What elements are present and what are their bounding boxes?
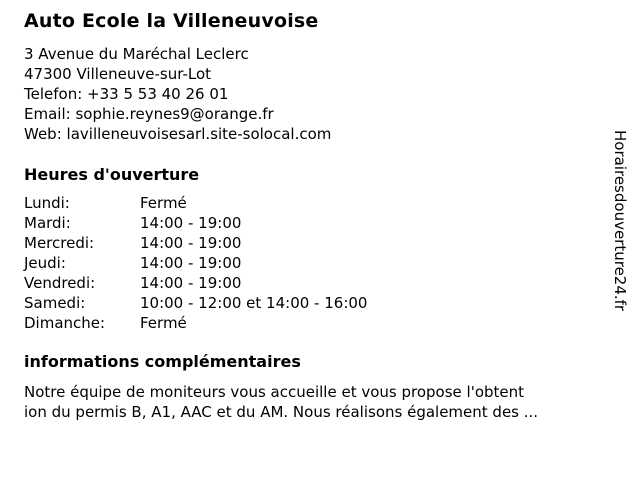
info-text-line-1: Notre équipe de moniteurs vous accueille et vous propose l'obtent [24,383,525,401]
contact-info [24,44,331,144]
hours-row-friday [24,273,367,293]
hours-row-monday [24,193,367,213]
hours-row-sunday [24,313,367,333]
day-hours: 14:00 - 19:00 [140,254,242,272]
watermark-vertical-text: Horairesdouverture24.fr [611,130,629,312]
address-line-1: 3 Avenue du Maréchal Leclerc [24,45,249,63]
hours-row-saturday [24,293,367,313]
day-hours: 14:00 - 19:00 [140,274,242,292]
day-label: Vendredi: [24,274,96,292]
day-label: Dimanche: [24,314,106,332]
email-label: Email: [24,105,71,123]
info-text-line-2: ion du permis B, A1, AAC et du AM. Nous réalisons également des ... [24,403,539,421]
email-line [24,104,331,124]
address-line-2: 47300 Villeneuve-sur-Lot [24,65,212,83]
day-hours: 14:00 - 19:00 [140,234,242,252]
hours-row-tuesday [24,213,367,233]
web-label: Web: [24,125,62,143]
web-value: lavilleneuvoisesarl.site-solocal.com [66,125,332,143]
day-label: Jeudi: [24,254,66,272]
additional-info-heading: informations complémentaires [24,352,301,371]
phone-value: +33 5 53 40 26 01 [87,85,229,103]
day-hours: 10:00 - 12:00 et 14:00 - 16:00 [140,294,368,312]
opening-hours-heading: Heures d'ouverture [24,165,200,184]
page-title: Auto Ecole la Villeneuvoise [24,10,319,32]
opening-hours-table [24,193,367,333]
email-value: sophie.reynes9@orange.fr [75,105,274,123]
day-hours: Fermé [140,314,187,332]
hours-row-thursday [24,253,367,273]
day-label: Samedi: [24,294,86,312]
web-line [24,124,331,144]
phone-line [24,84,331,104]
day-label: Lundi: [24,194,70,212]
phone-label: Telefon: [24,85,83,103]
day-hours: Fermé [140,194,187,212]
day-hours: 14:00 - 19:00 [140,214,242,232]
additional-info-text [24,382,538,422]
day-label: Mercredi: [24,234,95,252]
hours-row-wednesday [24,233,367,253]
day-label: Mardi: [24,214,71,232]
